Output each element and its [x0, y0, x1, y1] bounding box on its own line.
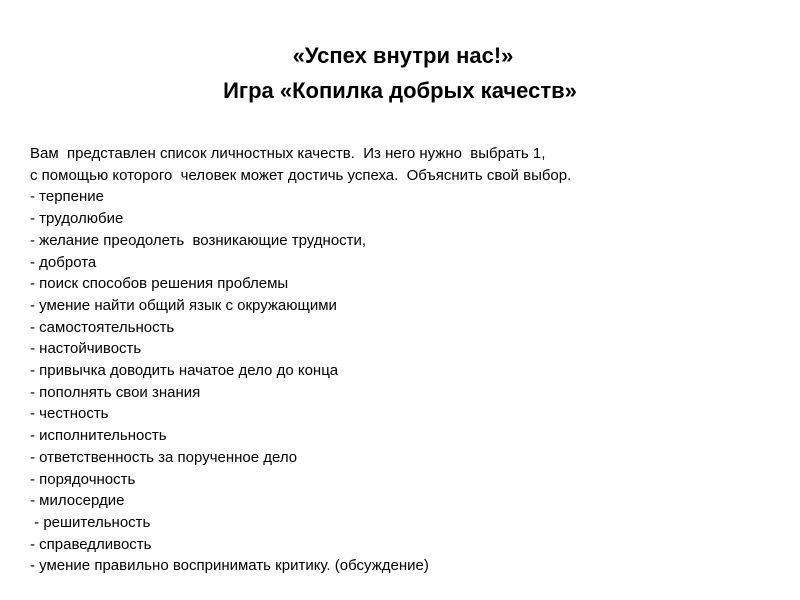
- intro-line-2: с помощью которого человек может достичь успеха. Объяснить свой выбор.: [30, 166, 572, 184]
- list-item: - милосердие: [30, 492, 125, 510]
- list-item: - самостоятельность: [30, 318, 175, 336]
- list-item: - желание преодолеть возникающие трудности,: [30, 231, 367, 249]
- list-item: - ответственность за порученное дело: [30, 448, 298, 466]
- list-item: - справедливость: [30, 535, 152, 553]
- list-item: - терпение: [30, 188, 105, 206]
- list-item: - исполнительность: [30, 427, 167, 445]
- list-item: - умение правильно воспринимать критику. (обсуждение): [30, 557, 429, 575]
- list-item: - доброта: [30, 253, 97, 271]
- title-line-1: «Успех внутри нас!»: [292, 43, 514, 68]
- list-item: - порядочность: [30, 470, 136, 488]
- title-line-2: Игра «Копилка добрых качеств»: [223, 78, 577, 103]
- list-item: - пополнять свои знания: [30, 383, 201, 401]
- list-item: - поиск способов решения проблемы: [30, 275, 289, 293]
- list-item: - трудолюбие: [30, 210, 124, 228]
- list-item: - умение найти общий язык с окружающими: [30, 296, 337, 314]
- list-item: - решительность: [30, 513, 151, 531]
- slide-body: [30, 143, 790, 577]
- list-item: - привычка доводить начатое дело до конца: [30, 362, 339, 380]
- list-item: - честность: [30, 405, 109, 423]
- list-item: - настойчивость: [30, 340, 142, 358]
- intro-line-1: Вам представлен список личностных качеств. Из него нужно выбрать 1,: [30, 145, 546, 162]
- slide-title: [0, 38, 800, 108]
